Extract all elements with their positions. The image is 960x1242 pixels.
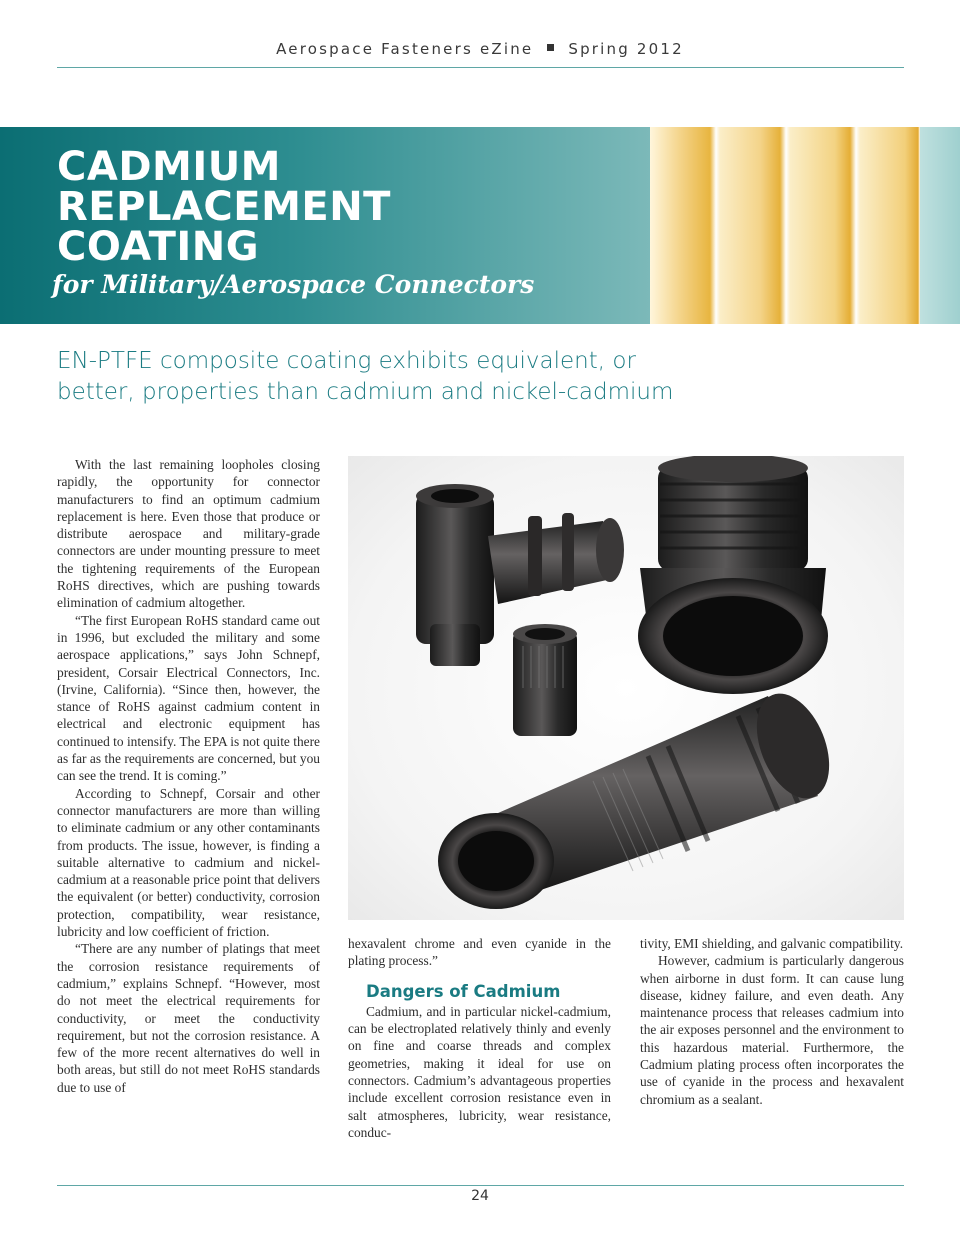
paragraph-continuation: hexavalent chrome and even cyanide in the plating process.” [348, 936, 611, 969]
article-title [57, 144, 391, 270]
paragraph: “The first European RoHS standard came out in 1996, but excluded the military and some aerospace applications,” says John Schnepf, president, Corsair Electrical Connectors, Inc. (Irvine, California). “Since then, however, the stance of RoHS against cadmium content in electrical and electronic equipment has continued to intensify. The EPA is not quite there as far as the requirements are concerned, but you can see the trend. It is coming.” [57, 612, 320, 784]
banner-end-strip [920, 127, 960, 324]
running-header [0, 40, 960, 58]
paragraph-continuation: tivity, EMI shielding, and galvanic compatibility. [640, 936, 904, 951]
title-line: CADMIUM [57, 144, 281, 190]
hex-nut-connector-part [638, 456, 828, 694]
text-column-1 [57, 456, 320, 1096]
paragraph: However, cadmium is particularly dangerous when airborne in dust form. It can cause lung disease, kidney failure, and even death. Any maintenance process that releases cadmium into the air exposes personnel and the environment to this hazardous material. Furthermore, the Cadmium plating process often incorporates the use of cyanide in the process and hexavalent chromium as a sealant. [640, 953, 904, 1107]
title-banner [0, 127, 960, 324]
knurled-sleeve-part [513, 624, 577, 736]
connector-parts-photo [348, 456, 904, 920]
article-deck: EN-PTFE composite coating exhibits equivalent, or better, properties than cadmium and nickel-cadmium [57, 348, 674, 405]
banner-gold-stripes [650, 127, 960, 324]
threaded-connector-part [438, 683, 843, 909]
title-line: COATING [57, 224, 260, 270]
header-rule [57, 67, 904, 68]
title-line: REPLACEMENT [57, 184, 391, 230]
section-subhead: Dangers of Cadmium [366, 981, 561, 1001]
text-column-2 [348, 935, 611, 1141]
issue-date: Spring 2012 [568, 40, 684, 58]
connector-parts-illustration [348, 456, 904, 920]
footer-rule [57, 1185, 904, 1186]
paragraph: With the last remaining loopholes closing rapidly, the opportunity for connector manufacturers to find an optimum cadmium replacement is here. Even those that produce or distribute aerospace and military-grade connectors are under mounting pressure to meet the tightening requirements of the European RoHS directives, which are pushing towards elimination of cadmium altogether. [57, 457, 320, 611]
paragraph: Cadmium, and in particular nickel-cadmium, can be electroplated relatively thinly and evenly on fine and coarse threads and complex geometries, making it ideal for use on connectors. Cadmium’s advantageous properties include excellent corrosion resistance even in salt atmospheres, lubricity, wear resistance, conduc- [348, 1003, 611, 1140]
paragraph: According to Schnepf, Corsair and other connector manufacturers are more than willing to eliminate cadmium or any other contaminants from products. The issue, however, is finding a suitable alternative to cadmium and nickel-cadmium at a reasonable price point that delivers the equivalent (or better) conductivity, corrosion protection, compatibility, wear resistance, lubricity and low coefficient of friction. [57, 785, 320, 940]
article-subtitle: for Military/Aerospace Connectors [52, 270, 535, 299]
page-number: 24 [471, 1188, 489, 1204]
separator-square-icon [547, 44, 554, 51]
text-column-3 [640, 935, 904, 1108]
paragraph: “There are any number of platings that meet the corrosion resistance requirements of cadmium,” explains Schnepf. “However, most do not meet the electrical requirements for conductivity, or meet the conductivity requirement, but not the corrosion resistance. A few of the more recent alternatives do well in both areas, but still do not meet RoHS standards due to use of [57, 941, 320, 1095]
publication-name: Aerospace Fasteners eZine [276, 40, 534, 58]
